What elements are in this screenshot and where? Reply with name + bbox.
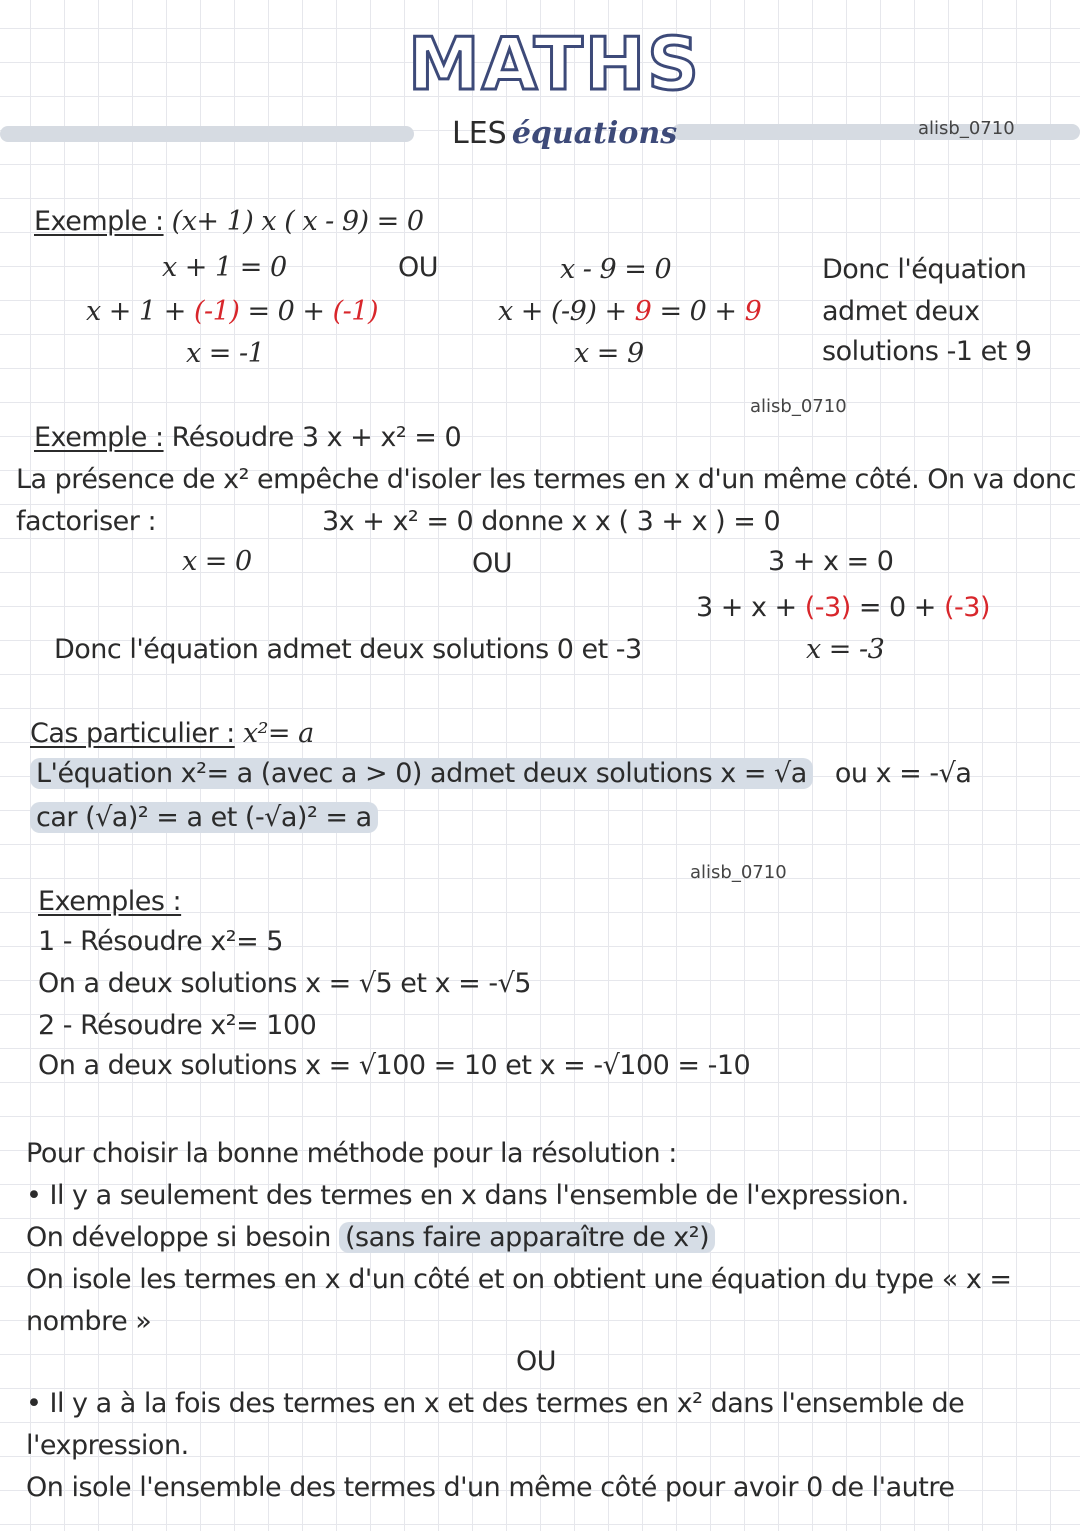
ex1-line: [34, 206, 424, 237]
ex1-label: Exemple :: [34, 206, 164, 237]
methode-b2: • Il y a à la fois des termes en x et des termes en x² dans l'ensemble de: [26, 1388, 965, 1419]
page-title: MATHS: [408, 22, 702, 106]
exemples-l3: 2 - Résoudre x²= 100: [38, 1010, 317, 1041]
ex1-left-1: x + 1 = 0: [162, 252, 287, 283]
ex2-conclusion: Donc l'équation admet deux solutions 0 et -3: [54, 634, 642, 665]
exemples-l1: 1 - Résoudre x²= 5: [38, 926, 283, 957]
subtitle-plain: LES: [452, 116, 507, 151]
header-bar-right: [672, 124, 1080, 140]
ex2-ou: OU: [472, 548, 513, 579]
ex1-concl-1: Donc l'équation: [822, 254, 1027, 285]
ex1-concl-3: solutions -1 et 9: [822, 336, 1032, 367]
cas-line-2-text: car (√a)² = a et (-√a)² = a: [30, 802, 378, 833]
ex1-right-2c: = 0 +: [651, 296, 745, 327]
cas-line-1b: ou x = -√a: [834, 758, 972, 789]
ex1-right-2d: 9: [744, 296, 762, 327]
ex2-right-2: [696, 592, 990, 623]
ex1-left-2: [86, 296, 378, 327]
cas-eq: x²= a: [242, 718, 314, 749]
watermark-2: alisb_0710: [750, 396, 847, 417]
ex1-left-2d: (-1): [332, 296, 378, 327]
ex1-right-2a: x + (-9) +: [498, 296, 635, 327]
methode-b1-l2: [26, 1222, 715, 1253]
methode-b1-l2b: (sans faire apparaître de x²): [339, 1222, 715, 1253]
exemples-l2: On a deux solutions x = √5 et x = -√5: [38, 968, 531, 999]
subtitle-bold: équations: [511, 116, 678, 151]
ex2-label: Exemple :: [34, 422, 164, 453]
methode-b1-l2a: On développe si besoin: [26, 1222, 339, 1253]
ex2-line: [34, 422, 461, 453]
ex1-left-2b: (-1): [193, 296, 240, 327]
ex2-right-2a: 3 + x +: [696, 592, 805, 623]
ex2-left: x = 0: [182, 546, 252, 577]
ex2-right-2b: (-3): [804, 592, 851, 623]
methode-b2-l2: l'expression.: [26, 1430, 189, 1461]
methode-b2-l3: On isole l'ensemble des termes d'un même côté pour avoir 0 de l'autre: [26, 1472, 955, 1503]
methode-b1: • Il y a seulement des termes en x dans l'ensemble de l'expression.: [26, 1180, 909, 1211]
ex1-equation: (x+ 1) x ( x - 9) = 0: [171, 206, 424, 237]
methode-ou: OU: [516, 1346, 557, 1377]
methode-b1-l3: On isole les termes en x d'un côté et on obtient une équation du type « x =: [26, 1264, 1012, 1295]
ex2-line-1: La présence de x² empêche d'isoler les termes en x d'un même côté. On va donc: [16, 464, 1076, 495]
ex2-right-1: 3 + x = 0: [768, 546, 894, 577]
methode-intro: Pour choisir la bonne méthode pour la résolution :: [26, 1138, 677, 1169]
watermark: alisb_0710: [918, 118, 1015, 139]
watermark-3: alisb_0710: [690, 862, 787, 883]
ex2-line-2a: factoriser :: [16, 506, 157, 537]
exemples-label: Exemples :: [38, 886, 182, 917]
cas-line-2: [30, 802, 378, 833]
ex2-right-3: x = -3: [806, 634, 885, 665]
cas-line-1: [30, 758, 971, 789]
ex1-concl-2: admet deux: [822, 296, 980, 327]
ex1-right-1: x - 9 = 0: [560, 254, 672, 285]
exemples-l4: On a deux solutions x = √100 = 10 et x = -√100 = -10: [38, 1050, 751, 1081]
ex1-right-2: [498, 296, 761, 327]
ex2-right-2c: = 0 +: [850, 592, 944, 623]
ex1-left-2c: = 0 +: [239, 296, 333, 327]
cas-label: Cas particulier :: [30, 718, 235, 749]
ex2-statement: Résoudre 3 x + x² = 0: [171, 422, 462, 453]
ex2-right-2d: (-3): [944, 592, 990, 623]
ex2-line-2b: 3x + x² = 0 donne x x ( 3 + x ) = 0: [322, 506, 781, 537]
ex1-right-3: x = 9: [574, 338, 644, 369]
ex1-left-3: x = -1: [186, 338, 265, 369]
ex1-ou: OU: [398, 252, 439, 283]
ex1-right-2b: 9: [634, 296, 652, 327]
methode-b1-l4: nombre »: [26, 1306, 152, 1337]
page-subtitle: [452, 116, 677, 151]
ex1-left-2a: x + 1 +: [86, 296, 194, 327]
header-bar-left: [0, 126, 414, 142]
cas-line: [30, 718, 314, 749]
cas-line-1a: L'équation x²= a (avec a > 0) admet deux solutions x = √a: [30, 758, 813, 789]
